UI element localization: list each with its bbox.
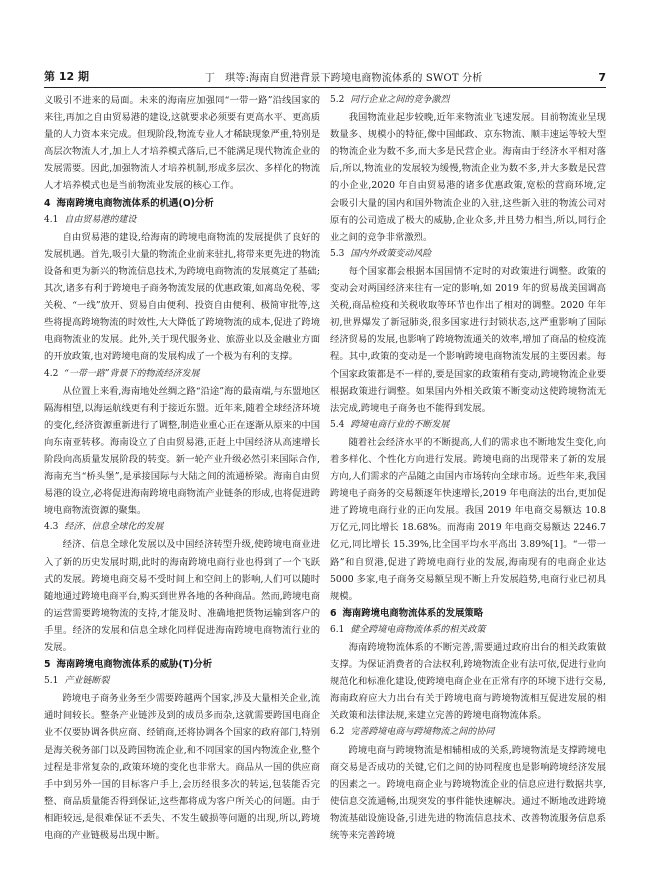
paragraph: 我国物流业起步较晚,近年来物流业飞速发展。目前物流业呈现数量多、规模小的特征,像中国邮政、京东物流、顺丰速运等较大型的物流企业为数不多,而大多是民营企业。海南由于经济水平相对落后,所以,物流业的发展较为缓慢,物流企业为数不多,并大多数是民营的小企业,2020 年自由贸易港的诸多优惠政策,宽松的营商环境,定会吸引大量的国内和国外物流企业的入驻,这些新入驻的物流公司对原有的公司造成了极大的威胁,企业众多,并且势力相当,所以,同行企业之间的竞争非常激烈。 <box>330 112 606 243</box>
subsection-title: 国内外政策变动风险 <box>350 248 432 259</box>
running-header <box>44 62 606 88</box>
section-heading-4 <box>44 195 320 212</box>
paragraph: 每个国家都会根据本国国情不定时的对政策进行调整。政策的变动会对两国经济来往有一定的影响,如 2019 年的贸易战美国调高关税,商品检疫和关税收取等环节也作出了相对的调整。2020 年年初,世界爆发了新冠肺炎,很多国家进行封锁状态,这严重影响了国际经济贸易的发展,也影响了跨境物流通关的效率,增加了商品的检疫流程。其中,政策的变动是一个影响跨境电商物流发展的主要因素。每个国家政策都是不一样的,要是国家的政策稍有变动,跨境物流企业要根据政策进行调整。如果国内外相关政策不断变动这使跨境物流无法完成,跨境电子商务也不能得到发展。 <box>330 265 606 414</box>
subsection-number: 4.3 <box>44 522 59 533</box>
section-heading-5 <box>44 656 320 673</box>
subsection-heading-4-2 <box>44 366 320 383</box>
paragraph-continued: 义吸引不进来的局面。未来的海南应加强同“一带一路”沿线国家的来往,再加之自由贸易港的建设,这就要求必须要有更高水平、更高质量的人力资本来完成。但现阶段,物流专业人才稀缺现象严重,特别是高层次物流人才,加上人才培养模式落后,已不能满足现代物流企业的发展需要。因此,加强物流人才培养机制,形成多层次、多样化的物流人才培养模式也是当前物流业发展的核心工作。 <box>44 95 320 192</box>
subsection-title: 健全跨境电商物流体系的相关政策 <box>350 624 486 635</box>
left-column <box>44 92 320 862</box>
subsection-number: 4.1 <box>44 214 59 225</box>
paragraph: 从位置上来看,海南地处丝绸之路“沿途”海的最南端,与东盟地区隔海相望,以海运航线更有利于接近东盟。近年来,随着全球经济环境的变化,经济资源重新进行了调整,制造业重心正在逐渐从原来的中国向东南亚转移。海南设立了自由贸易港,正赶上中国经济从高速增长阶段向高质量发展阶段的转变。新一轮产业升级必然引来国际合作,海南充当“桥头堡”,是承接国际与大陆之间的流通桥梁。海南自由贸易港的设立,必将促进海南跨境电商物流产业链条的形成,也将促进跨境电商物流资源的聚集。 <box>44 385 320 517</box>
issue-number: 第 12 期 <box>44 70 89 83</box>
subsection-heading-4-1 <box>44 212 320 229</box>
subsection-title: 经济、信息全球化的发展 <box>64 522 164 533</box>
section-number: 4 <box>44 197 51 209</box>
subsection-number: 6.2 <box>330 727 345 738</box>
subsection-heading-6-2 <box>330 724 606 741</box>
section-title: 海南跨境电商物流体系的发展策略 <box>342 607 484 619</box>
paragraph: 自由贸易港的建设,给海南的跨境电商物流的发展提供了良好的发展机遇。首先,吸引大量的物流企业前来驻扎,将带来更先进的物流设备和更为新兴的物流信息技术,为跨境电商物流的发展奠定了基础;其次,诸多有利于跨境电子商务物流发展的优惠政策,如离岛免税、零关税、“一线”放开、贸易自由便利、投资自由便利、极简审批等,这些将提高跨境物流的时效性,大大降低了跨境物流的成本,促进了跨境电商物流业的发展。此外,关于现代服务业、旅游业以及金融业方面的开放政策,也对跨境电商的发展构成了一个极为有利的支撑。 <box>44 231 320 363</box>
paragraph: 跨境电商与跨境物流是相辅相成的关系,跨境物流是支撑跨境电商交易是否成功的关键,它们之间的协同程度也是影响跨境经济发展的因素之一。跨境电商企业与跨境物流企业的信息应进行数据共享,使信息交流通畅,出现突发的事件能快速解决。通过不断地改进跨境物流基础设施设备,引进先进的物流信息技术、改善物流服务信息系统等来完善跨境 <box>330 744 606 842</box>
subsection-heading-5-3 <box>330 246 606 263</box>
paragraph: 随着社会经济水平的不断提高,人们的需求也不断地发生变化,向着多样化、个性化方向进行发展。跨境电商的出现带来了新的发展方向,人们需求的产品随之由国内市场转向全球市场。近些年来,我国跨境电子商务的交易额逐年快速增长,2019 年电商法的出台,更加促进了跨境电商行业的正向发展。我国 2019 年电商交易额达 10.8 万亿元,同比增长 18.68%。而海南 2019 年电商交易额达 2246.7 亿元,同比增长 15.39%,比全国平均水平高出 3.89%[1]。“一带一路”和自贸港,促进了跨境电商行业的发展,海南现有的电商企业达 5000 多家,电子商务交易额呈现不断上升发展趋势,电商行业已初具规模。 <box>330 436 606 602</box>
section-number: 5 <box>44 659 51 671</box>
subsection-number: 5.2 <box>330 95 345 105</box>
subsection-heading-6-1 <box>330 622 606 639</box>
subsection-title: 完善跨境电商与跨境物流之间的协同 <box>350 727 495 738</box>
subsection-heading-4-3 <box>44 519 320 536</box>
subsection-title: 产业链断裂 <box>64 676 110 687</box>
subsection-title: 跨境电商行业的不断发展 <box>350 419 450 430</box>
paragraph: 海南跨境物流体系的不断完善,需要通过政府出台的相关政策做支撑。为保证消费者的合法权利,跨境物流企业有法可依,促进行业向规范化和标准化建设,使跨境电商企业在正常有序的环境下进行交易,海南政府应大力出台有关于跨境电商与跨境物流相互促进发展的相关政策和法律法规,来建立完善的跨境电商物流体系。 <box>330 642 606 722</box>
subsection-title: 自由贸易港的建设 <box>64 214 137 225</box>
subsection-heading-5-1 <box>44 673 320 690</box>
subsection-number: 5.3 <box>330 248 345 259</box>
subsection-number: 6.1 <box>330 624 345 635</box>
right-column <box>330 92 606 862</box>
paragraph: 跨境电子商务业务至少需要跨越两个国家,涉及大量相关企业,流通时间较长。整条产业链涉及到的成员多而杂,这就需要跨国电商企业不仅要协调各供应商、经销商,还将协调各个国家的政府部门,特别是海关税务部门以及跨国物流企业,和不同国家的国内物流企业,整个过程是非常复杂的,政策环境的变化也非常大。商品从一国的供应商手中到另外一国的目标客户手上,会历经很多次的转运,包装能否完整、商品质量能否得到保证,这些都将成为客户所关心的问题。由于相距较远,是很难保证不丢失、不发生破损等问题的出现,所以,跨境电商的产业链极易出现中断。 <box>44 693 320 842</box>
subsection-title: 同行企业之间的竞争激烈 <box>350 95 450 105</box>
subsection-heading-5-4 <box>330 417 606 434</box>
subsection-title: “一带一路”背景下的物流经济发展 <box>64 368 200 379</box>
subsection-heading-5-2 <box>330 92 606 109</box>
subsection-number: 5.1 <box>44 676 59 687</box>
section-number: 6 <box>330 607 337 619</box>
section-heading-6 <box>330 605 606 622</box>
running-title: 丁 琪等:海南自贸港背景下跨境电商物流体系的 SWOT 分析 <box>204 73 483 84</box>
page-number: 7 <box>598 71 606 84</box>
paragraph: 经济、信息全球化发展以及中国经济转型升级,使跨境电商业进入了新的历史发展时期,此时的海南跨境电商行业也得到了一个飞跃式的发展。跨境电商交易不受时间上和空间上的影响,人们可以随时随地通过跨境电商平台,购买到世界各地的各种商品。然而,跨境电商的运营需要跨境物流的支持,才能及时、准确地把货物运输到客户的手里。经济的发展和信息全球化同样促进海南跨境电商物流行业的发展。 <box>44 539 320 653</box>
subsection-number: 4.2 <box>44 368 59 379</box>
section-title: 海南跨境电商物流体系的威胁(T)分析 <box>56 659 213 671</box>
section-title: 海南跨境电商物流体系的机遇(O)分析 <box>56 197 214 209</box>
subsection-number: 5.4 <box>330 419 345 430</box>
